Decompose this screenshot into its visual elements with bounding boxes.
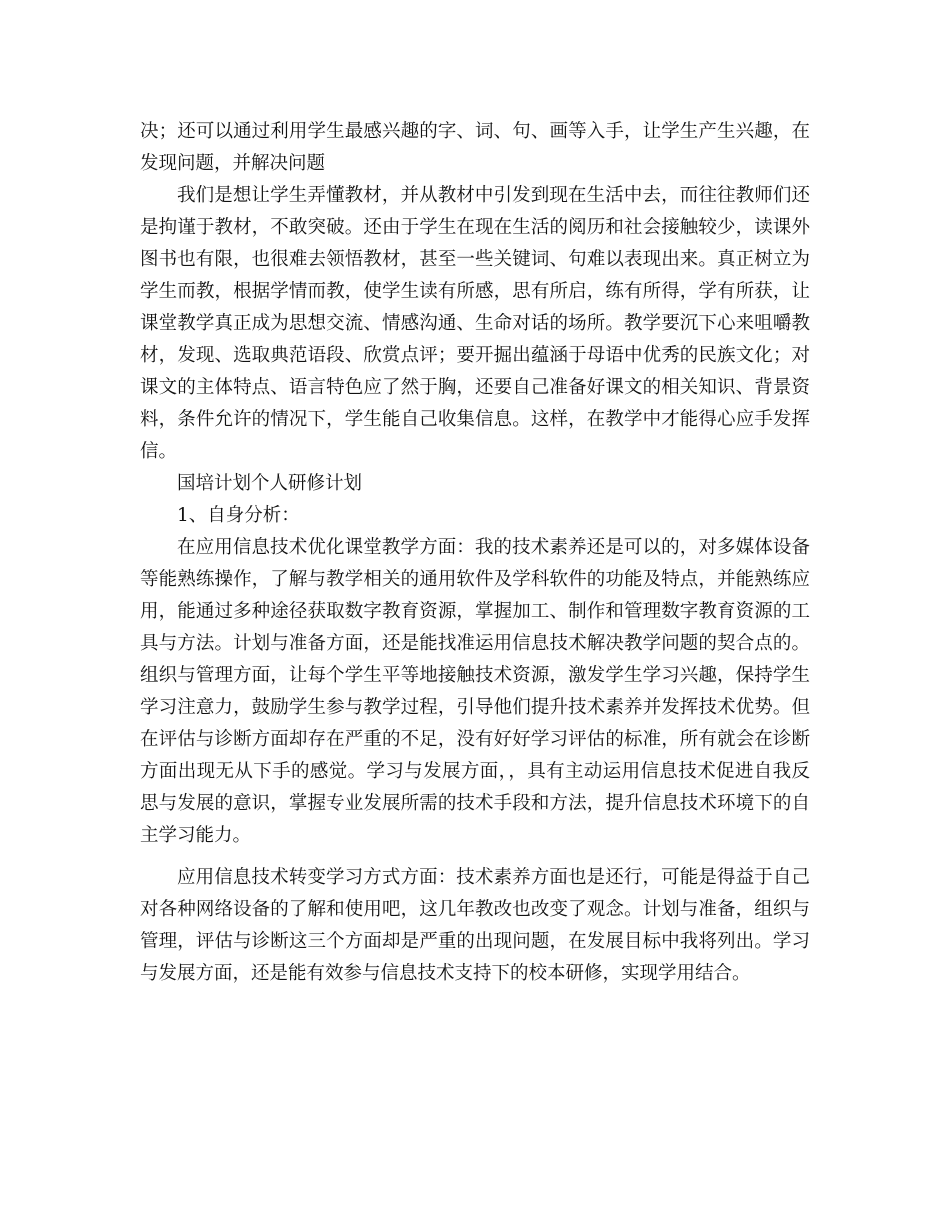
document-page [140,116,810,990]
section-subtitle [140,500,810,532]
text-line: 在应用信息技术优化课堂教学方面：我的技术素养还是可以的，对多媒体设备 [177,537,810,558]
text-line: 材，发现、选取典范语段、欣赏点评；要开掘出蕴涵于母语中优秀的民族文化；对 [140,345,810,366]
paragraph-gap [140,852,810,862]
text-line: 思与发展的意识，掌握专业发展所需的技术手段和方法，提升信息技术环境下的自 [140,793,810,814]
text-line: 决；还可以通过利用学生最感兴趣的字、词、句、画等入手，让学生产生兴趣，在 [140,121,810,142]
text-line: 课文的主体特点、语言特色应了然于胸，还要自己准备好课文的相关知识、背景资 [140,377,810,398]
text-line: 图书也有限，也很难去领悟教材，甚至一些关键词、句难以表现出来。真正树立为 [140,249,810,270]
paragraph-self-analysis-optimization [140,532,810,852]
paragraph-teaching-reflection [140,180,810,468]
text-line: 国培计划个人研修计划 [177,473,363,494]
text-line: 对各种网络设备的了解和使用吧，这几年教改也改变了观念。计划与准备，组织与 [140,899,810,920]
text-line: 在评估与诊断方面却存在严重的不足，没有好好学习评估的标准，所有就会在诊断 [140,729,810,750]
text-line: 等能熟练操作，了解与教学相关的通用软件及学科软件的功能及特点，并能熟练应 [140,569,810,590]
text-line: 应用信息技术转变学习方式方面：技术素养方面也是还行，可能是得益于自己 [177,867,810,888]
text-line: 学生而教，根据学情而教，使学生读有所感，思有所启，练有所得，学有所获，让 [140,281,810,302]
text-line: 主学习能力。 [140,825,252,846]
text-line: 管理，评估与诊断这三个方面却是严重的出现问题，在发展目标中我将列出。学习 [140,931,810,952]
text-line: 1、自身分析： [177,505,300,526]
text-line: 料，条件允许的情况下，学生能自己收集信息。这样，在教学中才能得心应手发挥 [140,409,810,430]
paragraph-continuation [140,116,810,180]
text-line: 具与方法。计划与准备方面，还是能找准运用信息技术解决教学问题的契合点的。 [140,633,810,654]
text-line: 发现问题，并解决问题 [140,153,326,174]
text-line: 学习注意力，鼓励学生参与教学过程，引导他们提升技术素养并发挥技术优势。但 [140,697,810,718]
text-line: 用，能通过多种途径获取数字教育资源，掌握加工、制作和管理数字教育资源的工 [140,601,810,622]
text-line: 与发展方面，还是能有效参与信息技术支持下的校本研修，实现学用结合。 [140,963,751,984]
text-line: 方面出现无从下手的感觉。学习与发展方面，，具有主动运用信息技术促进自我反 [140,761,810,782]
text-line: 信。 [140,441,178,462]
text-line: 课堂教学真正成为思想交流、情感沟通、生命对话的场所。教学要沉下心来咀嚼教 [140,313,810,334]
paragraph-learning-transformation [140,862,810,990]
text-line: 组织与管理方面，让每个学生平等地接触技术资源，激发学生学习兴趣，保持学生 [140,665,810,686]
text-line: 我们是想让学生弄懂教材，并从教材中引发到现在生活中去，而往往教师们还 [177,185,810,206]
section-title [140,468,810,500]
text-line: 是拘谨于教材，不敢突破。还由于学生在现在生活的阅历和社会接触较少，读课外 [140,217,810,238]
